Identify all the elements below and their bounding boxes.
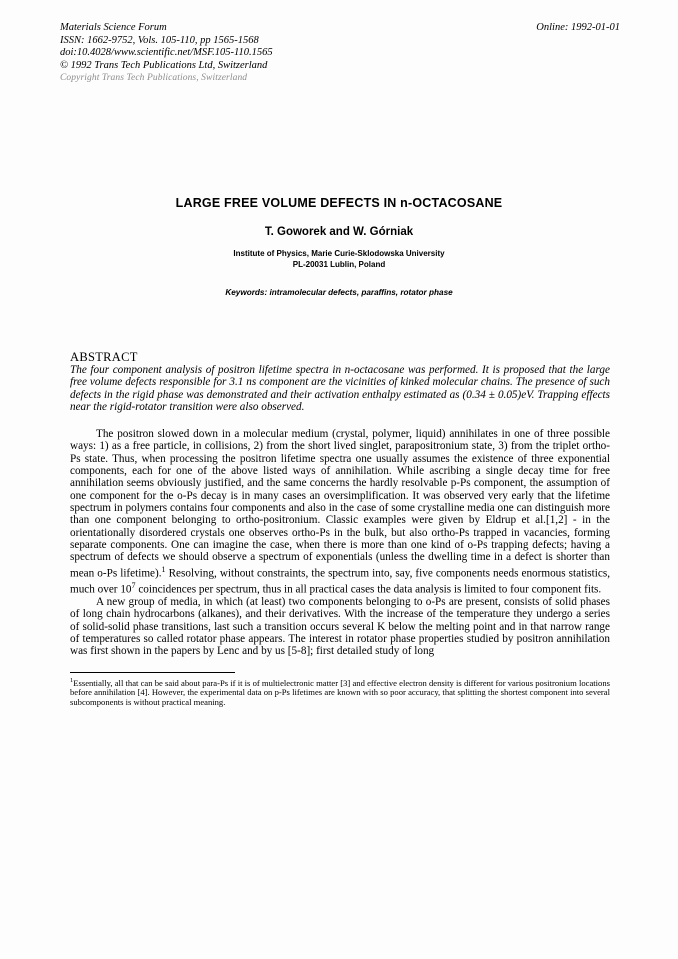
journal-copyright-faded: Copyright Trans Tech Publications, Switzerland <box>60 73 248 84</box>
affiliation-line-1: Institute of Physics, Marie Curie-Sklodowska University <box>233 249 445 258</box>
paragraph-1 <box>70 428 610 596</box>
abstract-heading: ABSTRACT <box>70 350 138 364</box>
footnote-text <box>70 676 610 708</box>
page-title: LARGE FREE VOLUME DEFECTS IN n-OCTACOSANE <box>175 196 503 210</box>
footnote-marker: 1 <box>70 677 74 684</box>
journal-header <box>60 22 620 85</box>
paragraph-1-part-a: The positron slowed down in a molecular medium (crystal, polymer, liquid) annihilates in one of three possible ways: 1) as a free particle, in collisions, 2) from the short lived singlet, parapositronium state, 3) from the triplet ortho-Ps state. Thus, when processing the positron lifetime spectra one usually assumes the existence of three exponential components, each for one of the above listed ways of annihilation. While ascribing a single decay time for free annihilation seems obviously justified, and the same concerns the hardly resolvable p-Ps component, the assumption of one component for the o-Ps decay is in many cases an oversimplification. It was observed very early that the lifetime spectrum in polymers contains four components and also in the case of some crystalline media one can distinguish more than one component belonging to ortho-positronium. Classic examples were given by Eldrup et al.[1,2] - in the orientationally disordered crystals one observes ortho-Ps in the bulk, but also ortho-Ps trapped in vacancies, forming separate components. One can imagine the case, when there is more than one kind of o-Ps trapping defects; having a spectrum of defects we should observe a spectrum of exponentials (unless the dwelling time in a defect is shorter than mean o-Ps lifetime). <box>70 428 610 580</box>
footnote-body: Essentially, all that can be said about para-Ps if it is of multielectronic matter [3] and effective electron density is different for various positronium locations before annihilation [4]. However, the experimental data on p-Ps lifetimes are known with so poor accuracy, that splitting the shortest component into several subcomponents is without practical meaning. <box>70 677 610 708</box>
paragraph-1-part-b: Resolving, without constraints, the spectrum into, say, five components needs enormous statistics, much over 10 <box>70 567 610 596</box>
footnote-divider <box>70 672 235 673</box>
journal-header-left <box>60 22 273 85</box>
journal-name: Materials Science Forum <box>60 22 167 33</box>
abstract-text: The four component analysis of positron lifetime spectra in n-octacosane was performed. It is proposed that the large free volume defects responsible for 3.1 ns component are the vicinities of kinked molecular chains. The presence of such defects in the rigid phase was demonstrated and their activation enthalpy estimated as (0.34 ± 0.05)eV. Trapping effects near the rigid-rotator transition were also observed. <box>70 364 610 414</box>
affiliation <box>0 248 678 270</box>
exponent-seven: 7 <box>131 580 136 590</box>
keywords: Keywords: intramolecular defects, paraffins, rotator phase <box>225 288 453 297</box>
journal-issn: ISSN: 1662-9752, Vols. 105-110, pp 1565-1568 <box>60 34 259 46</box>
journal-doi: doi:10.4028/www.scientific.net/MSF.105-110.1565 <box>60 47 273 59</box>
journal-copyright: © 1992 Trans Tech Publications Ltd, Switzerland <box>60 59 268 71</box>
affiliation-line-2: PL-20031 Lublin, Poland <box>292 260 386 269</box>
online-date: Online: 1992-01-01 <box>536 22 620 33</box>
footnote-reference: 1 <box>161 564 166 574</box>
body-text <box>70 428 610 658</box>
paragraph-1-part-c: coincidences per spectrum, thus in all practical cases the data analysis is limited to four component fits. <box>135 583 602 596</box>
author-list: T. Goworek and W. Górniak <box>264 226 414 238</box>
paragraph-2: A new group of media, in which (at least) two components belonging to o-Ps are present, consists of solid phases of long chain hydrocarbons (alkanes), and their derivatives. With the increase of the temperature they undergo a series of solid-solid phase transitions, last such a transition occurs several K below the melting point and in that narrow range of temperatures so called rotator phase appears. The interest in rotator phase properties studied by positron annihilation was first shown in the papers by Lenc and by us [5-8]; first detailed study of long <box>70 595 610 658</box>
